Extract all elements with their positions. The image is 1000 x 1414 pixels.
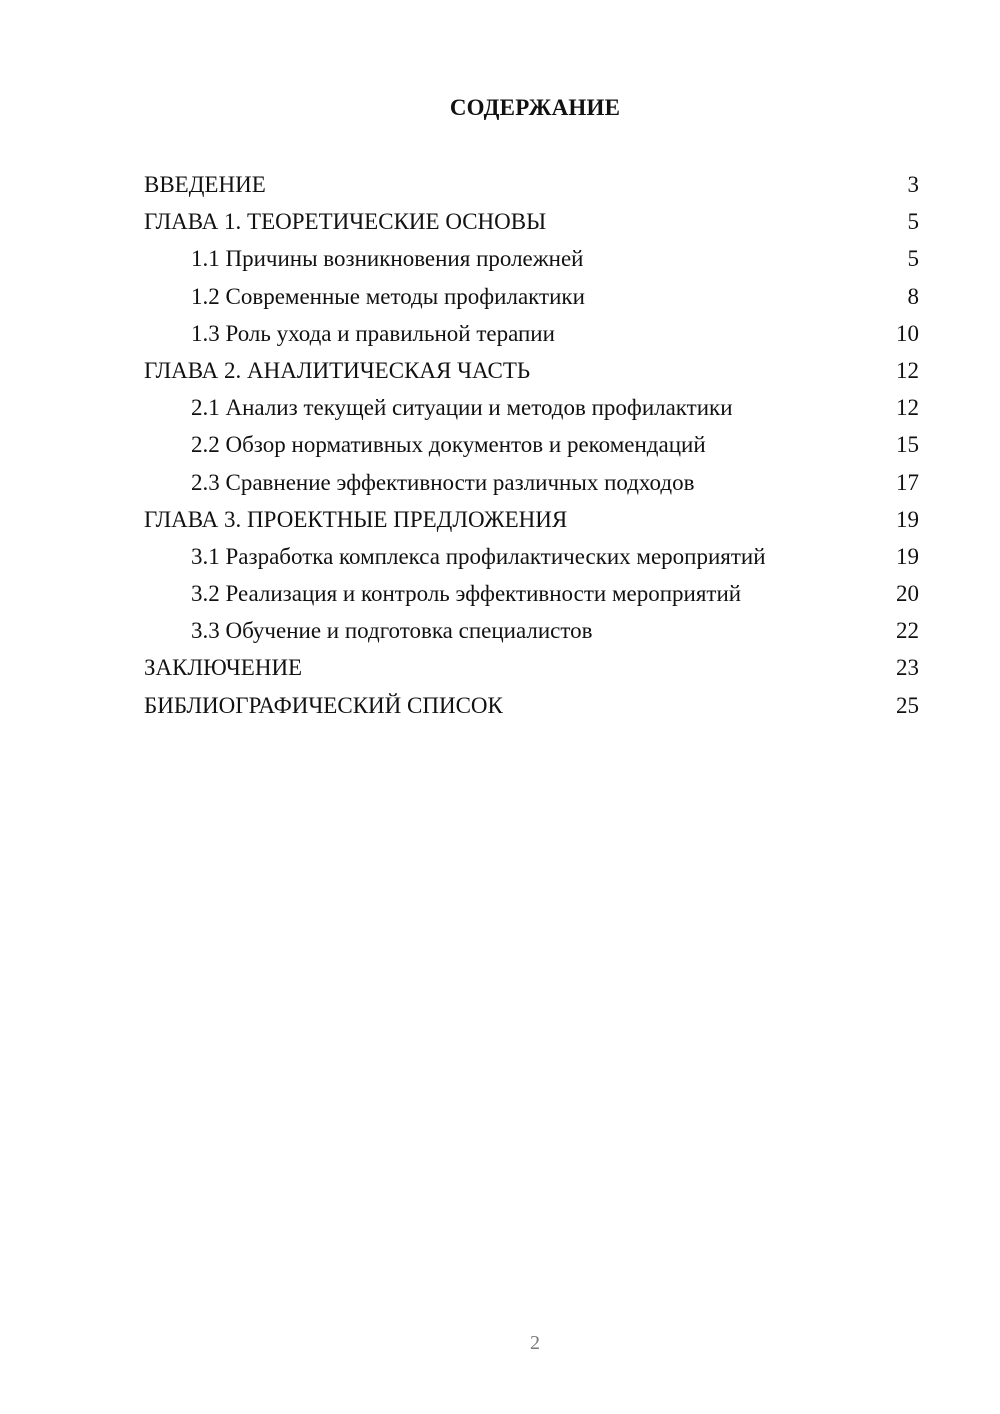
toc-entry-label: ГЛАВА 3. ПРОЕКТНЫЕ ПРЕДЛОЖЕНИЯ [144,506,568,532]
toc-entry-chapter-1[interactable] [144,203,919,240]
toc-entry-introduction[interactable] [144,166,919,203]
toc-entry-page: 17 [896,469,919,495]
toc-entry-section-3-1[interactable] [144,538,919,575]
toc-entry-page: 19 [896,543,919,569]
toc-entry-conclusion[interactable] [144,649,919,686]
toc-entry-section-1-3[interactable] [144,315,919,352]
toc-entry-page: 12 [896,357,919,383]
toc-entry-label: 1.1 Причины возникновения пролежней [191,246,584,272]
toc-entry-section-3-3[interactable] [144,612,919,649]
toc-entry-chapter-3[interactable] [144,501,919,538]
toc-entry-page: 8 [907,283,919,309]
toc-entry-label: ЗАКЛЮЧЕНИЕ [144,655,303,681]
toc-entry-page: 20 [896,581,919,607]
toc-entry-page: 12 [896,395,919,421]
toc-entry-section-2-3[interactable] [144,464,919,501]
toc-entry-label: 3.3 Обучение и подготовка специалистов [191,618,593,644]
toc-entry-section-2-1[interactable] [144,389,919,426]
toc-entry-label: 2.3 Сравнение эффективности различных подходов [191,469,695,495]
toc-entry-page: 19 [896,506,919,532]
toc-entry-label: 1.2 Современные методы профилактики [191,283,585,309]
page-title: СОДЕРЖАНИЕ [449,95,621,120]
table-of-contents [144,166,919,724]
toc-entry-chapter-2[interactable] [144,352,919,389]
toc-entry-label: ГЛАВА 2. АНАЛИТИЧЕСКАЯ ЧАСТЬ [144,357,531,383]
toc-entry-section-1-1[interactable] [144,240,919,277]
toc-entry-label: БИБЛИОГРАФИЧЕСКИЙ СПИСОК [144,692,503,718]
toc-entry-page: 15 [896,432,919,458]
toc-entry-page: 5 [907,209,919,235]
toc-entry-label: 3.2 Реализация и контроль эффективности мероприятий [191,581,742,607]
toc-entry-page: 5 [907,246,919,272]
toc-entry-label: 1.3 Роль ухода и правильной терапии [191,320,555,346]
toc-entry-label: 2.2 Обзор нормативных документов и рекомендаций [191,432,706,458]
toc-entry-section-1-2[interactable] [144,278,919,315]
toc-entry-page: 22 [896,618,919,644]
toc-entry-page: 10 [896,320,919,346]
toc-entry-section-2-2[interactable] [144,426,919,463]
toc-entry-label: 2.1 Анализ текущей ситуации и методов профилактики [191,395,733,421]
toc-entry-label: ВВЕДЕНИЕ [144,172,266,197]
toc-entry-page: 25 [896,692,919,718]
toc-entry-page: 3 [907,172,919,197]
toc-entry-bibliography[interactable] [144,687,919,724]
toc-entry-page: 23 [896,655,919,681]
page-number: 2 [530,1332,540,1354]
toc-entry-label: 3.1 Разработка комплекса профилактических мероприятий [191,543,766,569]
toc-entry-label: ГЛАВА 1. ТЕОРЕТИЧЕСКИЕ ОСНОВЫ [144,209,547,235]
toc-entry-section-3-2[interactable] [144,575,919,612]
